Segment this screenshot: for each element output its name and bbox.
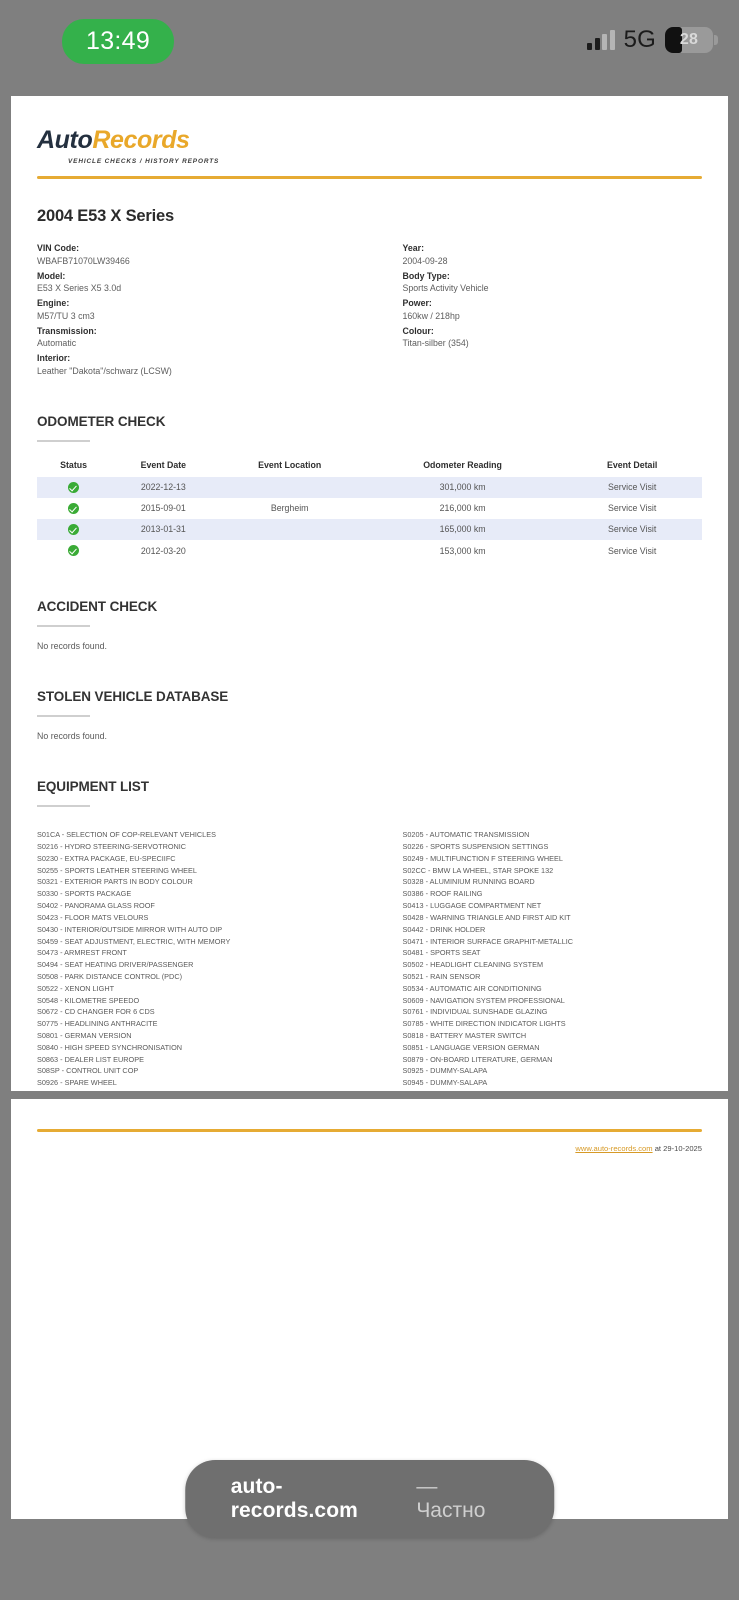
- row-reading-cell: 216,000 km: [439, 503, 486, 514]
- equipment-columns: [37, 829, 702, 1089]
- row-status-cell: [37, 519, 110, 540]
- spec-label-power: Power:: [402, 298, 432, 308]
- list-item: S0534 - AUTOMATIC AIR CONDITIONING: [402, 983, 542, 993]
- spec-value-body-type: Sports Activity Vehicle: [402, 283, 489, 294]
- spec-label-engine: Engine:: [37, 298, 70, 308]
- row-status-cell: [37, 498, 110, 519]
- row-location-cell: [217, 519, 363, 540]
- section-underline: [37, 625, 90, 627]
- odometer-table: [37, 458, 702, 562]
- row-status-cell: [37, 477, 110, 498]
- col-header-event-location: Event Location: [258, 459, 322, 470]
- check-circle-icon: [68, 503, 79, 514]
- list-item: S0818 - BATTERY MASTER SWITCH: [402, 1031, 527, 1040]
- stolen-section-title: STOLEN VEHICLE DATABASE: [37, 689, 229, 705]
- spec-value-power: 160kw / 218hp: [402, 310, 460, 321]
- row-date-cell: 2013-01-31: [110, 519, 216, 540]
- check-circle-icon: [68, 482, 79, 493]
- page-title: 2004 E53 X Series: [37, 207, 174, 225]
- status-bar-indicators: [587, 26, 713, 54]
- list-item: S0522 - XENON LIGHT: [37, 983, 115, 993]
- network-type-label: 5G: [623, 26, 656, 53]
- spec-label-body-type: Body Type:: [402, 270, 450, 281]
- battery-cap: [714, 35, 718, 45]
- table-row: [37, 477, 702, 498]
- spec-label-vin: VIN Code:: [37, 243, 80, 253]
- list-item: S02CC - BMW LA WHEEL, STAR SPOKE 132: [402, 865, 554, 875]
- spec-label-year: Year:: [402, 243, 425, 253]
- accident-section-title: ACCIDENT CHECK: [37, 599, 158, 615]
- table-header-row: [37, 458, 702, 477]
- table-row: [37, 519, 702, 540]
- list-item: S01CA - SELECTION OF COP-RELEVANT VEHICLES: [37, 830, 216, 840]
- section-underline: [37, 440, 90, 442]
- equipment-column-left: [37, 829, 370, 1089]
- list-item: S0328 - ALUMINIUM RUNNING BOARD: [402, 877, 535, 887]
- row-location-cell: Bergheim: [270, 503, 309, 514]
- footer-date-text: at 29-10-2025: [652, 1143, 702, 1153]
- list-item: S0216 - HYDRO STEERING-SERVOTRONIC: [37, 842, 187, 851]
- list-item: S0249 - MULTIFUNCTION F STEERING WHEEL: [402, 853, 563, 863]
- list-item: S0428 - WARNING TRIANGLE AND FIRST AID KIT: [402, 912, 571, 922]
- list-item: S0226 - SPORTS SUSPENSION SETTINGS: [402, 842, 549, 851]
- section-odometer-check: [37, 414, 702, 562]
- list-item: S0801 - GERMAN VERSION: [37, 1031, 132, 1040]
- section-underline: [37, 715, 90, 717]
- status-bar-clock: 13:49: [62, 19, 174, 64]
- col-header-event-date: Event Date: [140, 459, 187, 470]
- section-accident-check: [37, 599, 702, 651]
- list-item: S0863 - DEALER LIST EUROPE: [37, 1054, 144, 1064]
- spec-label-transmission: Transmission:: [37, 325, 97, 336]
- header-divider: [37, 176, 702, 179]
- equipment-column-right: [370, 829, 703, 1089]
- row-detail-cell: Service Visit: [562, 477, 702, 498]
- list-item: S0548 - KILOMETRE SPEEDO: [37, 995, 140, 1005]
- spec-value-engine: M57/TU 3 cm3: [37, 310, 95, 321]
- row-date-cell: 2012-03-20: [140, 545, 186, 556]
- row-reading-cell: 153,000 km: [439, 545, 486, 556]
- list-item: S0442 - DRINK HOLDER: [402, 924, 486, 934]
- spec-label-colour: Colour:: [402, 325, 434, 336]
- check-circle-icon: [68, 524, 79, 535]
- list-item: S0672 - CD CHANGER FOR 6 CDS: [37, 1007, 155, 1017]
- check-circle-icon: [68, 545, 79, 556]
- list-item: S0494 - SEAT HEATING DRIVER/PASSENGER: [37, 960, 194, 970]
- battery-level-label: 28: [679, 31, 699, 48]
- table-row: [37, 498, 702, 519]
- section-underline: [37, 805, 90, 807]
- list-item: S0521 - RAIN SENSOR: [402, 971, 481, 981]
- list-item: S0925 - DUMMY-SALAPA: [402, 1066, 488, 1076]
- list-item: S0473 - ARMREST FRONT: [37, 948, 127, 958]
- stolen-empty-text: No records found.: [37, 731, 107, 742]
- row-date-cell: 2022-12-13: [110, 477, 216, 498]
- status-bar: [0, 0, 739, 86]
- list-item: S0423 - FLOOR MATS VELOURS: [37, 912, 149, 922]
- col-header-event-detail: Event Detail: [606, 459, 658, 470]
- footer-credit: [37, 1144, 702, 1153]
- list-item: S0851 - LANGUAGE VERSION GERMAN: [402, 1042, 540, 1052]
- report-page-1: [11, 96, 728, 1091]
- list-item: S0430 - INTERIOR/OUTSIDE MIRROR WITH AUTO DIP: [37, 924, 223, 934]
- list-item: S0413 - LUGGAGE COMPARTMENT NET: [402, 901, 542, 911]
- spec-label-interior: Interior:: [37, 353, 71, 363]
- spec-value-model: E53 X Series X5 3.0d: [37, 283, 122, 294]
- col-header-status: Status: [60, 459, 88, 470]
- list-item: S0481 - SPORTS SEAT: [402, 948, 481, 958]
- list-item: S0502 - HEADLIGHT CLEANING SYSTEM: [402, 960, 544, 970]
- battery-icon: [665, 27, 713, 53]
- list-item: S0386 - ROOF RAILING: [402, 889, 483, 899]
- brand-logo-records: Records: [92, 126, 190, 154]
- list-item: S0471 - INTERIOR SURFACE GRAPHIT-METALLIC: [402, 936, 574, 946]
- list-item: S0879 - ON-BOARD LITERATURE, GERMAN: [402, 1054, 553, 1064]
- spec-label-model: Model:: [37, 270, 66, 281]
- brand-tagline: VEHICLE CHECKS / HISTORY REPORTS: [68, 158, 220, 165]
- signal-bars-icon: [587, 31, 615, 50]
- row-date-cell: 2015-09-01: [140, 503, 186, 514]
- accident-empty-text: No records found.: [37, 641, 107, 652]
- odometer-section-title: ODOMETER CHECK: [37, 413, 166, 429]
- spec-value-transmission: Automatic: [37, 338, 77, 349]
- list-item: S0255 - SPORTS LEATHER STEERING WHEEL: [37, 865, 197, 875]
- section-stolen-vehicle-database: [37, 689, 702, 741]
- brand-logo-auto: Auto: [37, 126, 93, 154]
- list-item: S0945 - DUMMY-SALAPA: [402, 1078, 488, 1088]
- row-detail-cell: Service Visit: [608, 503, 657, 514]
- list-item: S0330 - SPORTS PACKAGE: [37, 889, 132, 899]
- brand-header: [37, 96, 702, 179]
- list-item: S0230 - EXTRA PACKAGE, EU-SPECIIFC: [37, 853, 176, 863]
- vehicle-spec-column-left: [37, 242, 370, 380]
- list-item: S08SP - CONTROL UNIT COP: [37, 1066, 139, 1076]
- equipment-section-title: EQUIPMENT LIST: [37, 779, 149, 795]
- row-detail-cell: Service Visit: [608, 545, 657, 556]
- spec-value-vin: WBAFB71070LW39466: [37, 255, 130, 266]
- list-item: S0775 - HEADLINING ANTHRACITE: [37, 1019, 158, 1029]
- spec-value-colour: Titan-silber (354): [402, 338, 469, 349]
- spec-value-year: 2004-09-28: [402, 255, 448, 266]
- row-location-cell: [217, 477, 363, 498]
- col-header-odometer-reading: Odometer Reading: [423, 459, 502, 470]
- list-item: S0508 - PARK DISTANCE CONTROL (PDC): [37, 971, 183, 981]
- row-location-cell: [217, 540, 363, 561]
- list-item: S0785 - WHITE DIRECTION INDICATOR LIGHTS: [402, 1019, 566, 1029]
- row-reading-cell: 165,000 km: [363, 519, 563, 540]
- toast-privacy-label: — Частно: [416, 1475, 486, 1522]
- row-reading-cell: 301,000 km: [363, 477, 563, 498]
- row-detail-cell: Service Visit: [562, 519, 702, 540]
- brand-logo: [37, 128, 702, 153]
- vehicle-spec-grid: [37, 242, 702, 380]
- list-item: S0459 - SEAT ADJUSTMENT, ELECTRIC, WITH MEMORY: [37, 936, 231, 946]
- table-row: [37, 540, 702, 561]
- footer-divider: [37, 1129, 702, 1132]
- footer-website-link[interactable]: www.auto-records.com: [575, 1143, 653, 1153]
- section-equipment-list: [37, 779, 702, 1089]
- list-item: S0840 - HIGH SPEED SYNCHRONISATION: [37, 1042, 183, 1052]
- site-info-toast[interactable]: [185, 1460, 555, 1538]
- list-item: S0761 - INDIVIDUAL SUNSHADE GLAZING: [402, 1007, 548, 1017]
- list-item: S0609 - NAVIGATION SYSTEM PROFESSIONAL: [402, 995, 565, 1005]
- spec-value-interior: Leather "Dakota"/schwarz (LCSW): [37, 365, 172, 376]
- toast-site-name: auto-records.com: [230, 1475, 358, 1522]
- row-status-cell: [37, 540, 110, 561]
- vehicle-spec-column-right: [370, 242, 703, 380]
- list-item: S0402 - PANORAMA GLASS ROOF: [37, 901, 155, 911]
- list-item: S0926 - SPARE WHEEL: [37, 1078, 117, 1088]
- report-page-2: [11, 1099, 728, 1519]
- list-item: S0205 - AUTOMATIC TRANSMISSION: [402, 830, 530, 840]
- list-item: S0321 - EXTERIOR PARTS IN BODY COLOUR: [37, 877, 193, 887]
